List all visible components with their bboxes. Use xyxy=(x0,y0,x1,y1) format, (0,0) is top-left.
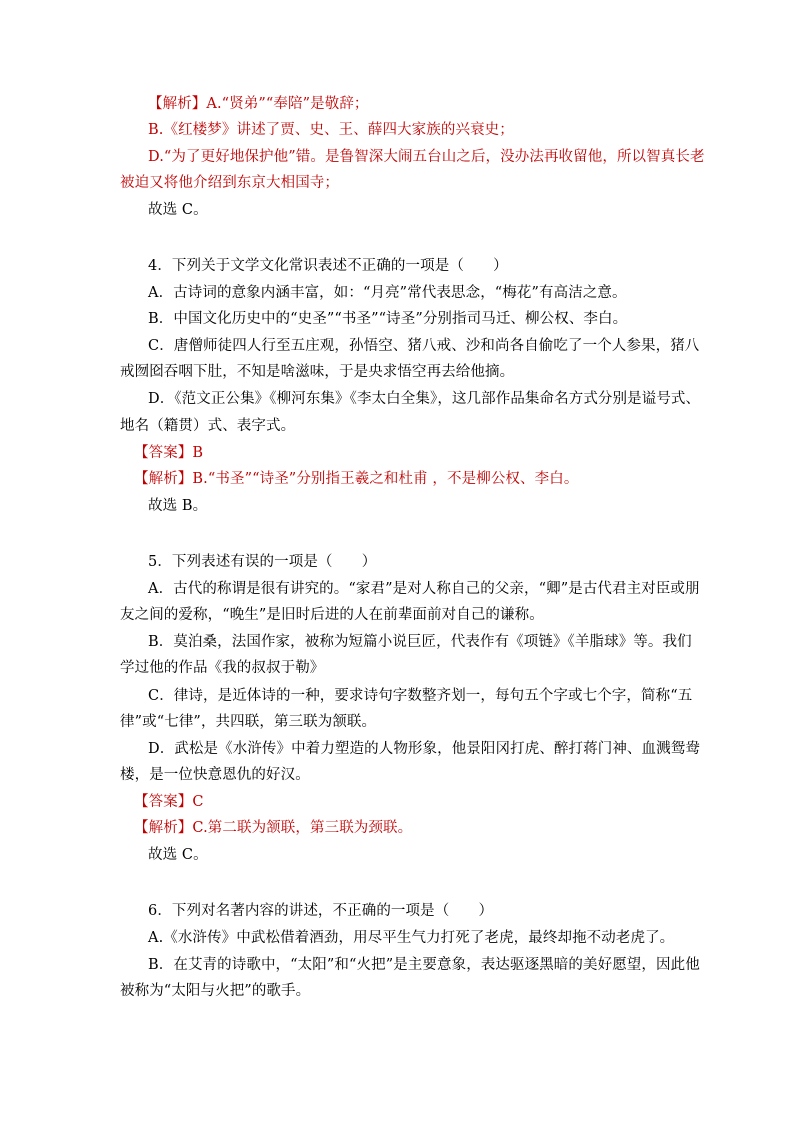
prev-analysis-line-d2: 被迫又将他介绍到东京大相国寺； xyxy=(120,175,339,191)
analysis-text: B.“书圣”“诗圣”分别指王羲之和杜甫 ，不是柳公权、李白。 xyxy=(192,471,579,487)
q4-answer xyxy=(134,443,203,463)
analysis-text: C.第二联为颔联，第三联为颈联。 xyxy=(192,820,413,836)
q4-option-d2: 地名（籍贯）式、表字式。 xyxy=(120,418,296,434)
answer-value: C xyxy=(192,794,204,810)
q5-option-a2: 友之间的爱称，“晚生”是旧时后进的人在前辈面前对自己的谦称。 xyxy=(120,607,544,623)
q5-option-d1: D．武松是《水浒传》中着力塑造的人物形象，他景阳冈打虎、醉打蒋门神、血溅鸳鸯 xyxy=(148,741,700,757)
q5-analysis xyxy=(134,818,412,838)
analysis-a: A.“贤弟”“奉陪”是敬辞； xyxy=(206,96,369,112)
q4-option-b: B．中国文化历史中的“史圣”“书圣”“诗圣”分别指司马迁、柳公权、李白。 xyxy=(148,311,628,327)
q5-answer xyxy=(134,792,204,812)
q4-option-c1: C．唐僧师徒四人行至五庄观，孙悟空、猪八戒、沙和尚各自偷吃了一个人参果，猪八 xyxy=(148,338,700,354)
q6-stem: 6．下列对名著内容的讲述，不正确的一项是（ ） xyxy=(148,903,494,919)
q6-option-b2: 被称为“太阳与火把”的歌手。 xyxy=(120,983,311,999)
analysis-tag: 【解析】 xyxy=(134,471,193,487)
q5-stem: 5．下列表述有误的一项是（ ） xyxy=(148,554,377,570)
q5-option-b2: 学过他的作品《我的叔叔于勒》 xyxy=(120,660,325,676)
prev-analysis-line-b: B.《红楼梦》讲述了贾、史、王、薛四大家族的兴衰史； xyxy=(148,122,514,138)
prev-choose: 故选 C。 xyxy=(148,202,208,218)
q5-option-a1: A．古代的称谓是很有讲究的。“家君”是对人称自己的父亲，“卿”是古代君主对臣或朋 xyxy=(148,581,700,597)
q5-option-c2: 律”或“七律”，共四联，第三联为颔联。 xyxy=(120,714,377,730)
answer-tag: 【答案】 xyxy=(134,794,193,810)
q6-option-a: A.《水浒传》中武松借着酒劲，用尽平生气力打死了老虎，最终却拖不动老虎了。 xyxy=(148,930,675,946)
q4-choose: 故选 B。 xyxy=(148,498,208,514)
analysis-tag: 【解析】 xyxy=(134,820,193,836)
q4-analysis xyxy=(134,469,578,489)
q5-choose: 故选 C。 xyxy=(148,847,208,863)
prev-analysis-line-d1: D.“为了更好地保护他”错。是鲁智深大闹五台山之后，没办法再收留他，所以智真长老 xyxy=(148,149,705,165)
answer-tag: 【答案】 xyxy=(134,445,193,461)
analysis-tag: 【解析】 xyxy=(148,96,207,112)
q6-option-b1: B．在艾青的诗歌中，“太阳”和“火把”是主要意象，表达驱逐黑暗的美好愿望，因此他 xyxy=(148,957,700,973)
q5-option-b1: B．莫泊桑，法国作家，被称为短篇小说巨匠，代表作有《项链》《羊脂球》等。我们 xyxy=(148,634,692,650)
q4-option-c2: 戒囫囵吞咽下肚，不知是啥滋味，于是央求悟空再去给他摘。 xyxy=(120,364,515,380)
q4-option-d1: D．《范文正公集》《柳河东集》《李太白全集》，这几部作品集命名方式分别是谥号式、 xyxy=(148,391,701,407)
q4-option-a: A．古诗词的意象内涵丰富，如：“月亮”常代表思念，“梅花”有高洁之意。 xyxy=(148,285,627,301)
q5-option-c1: C．律诗，是近体诗的一种，要求诗句字数整齐划一，每句五个字或七个字，简称“五 xyxy=(148,688,693,704)
q4-stem: 4．下列关于文学文化常识表述不正确的一项是（ ） xyxy=(148,258,508,274)
prev-analysis-line-a xyxy=(148,94,369,114)
q5-option-d2: 楼，是一位快意恩仇的好汉。 xyxy=(120,767,310,783)
answer-value: B xyxy=(192,445,204,461)
